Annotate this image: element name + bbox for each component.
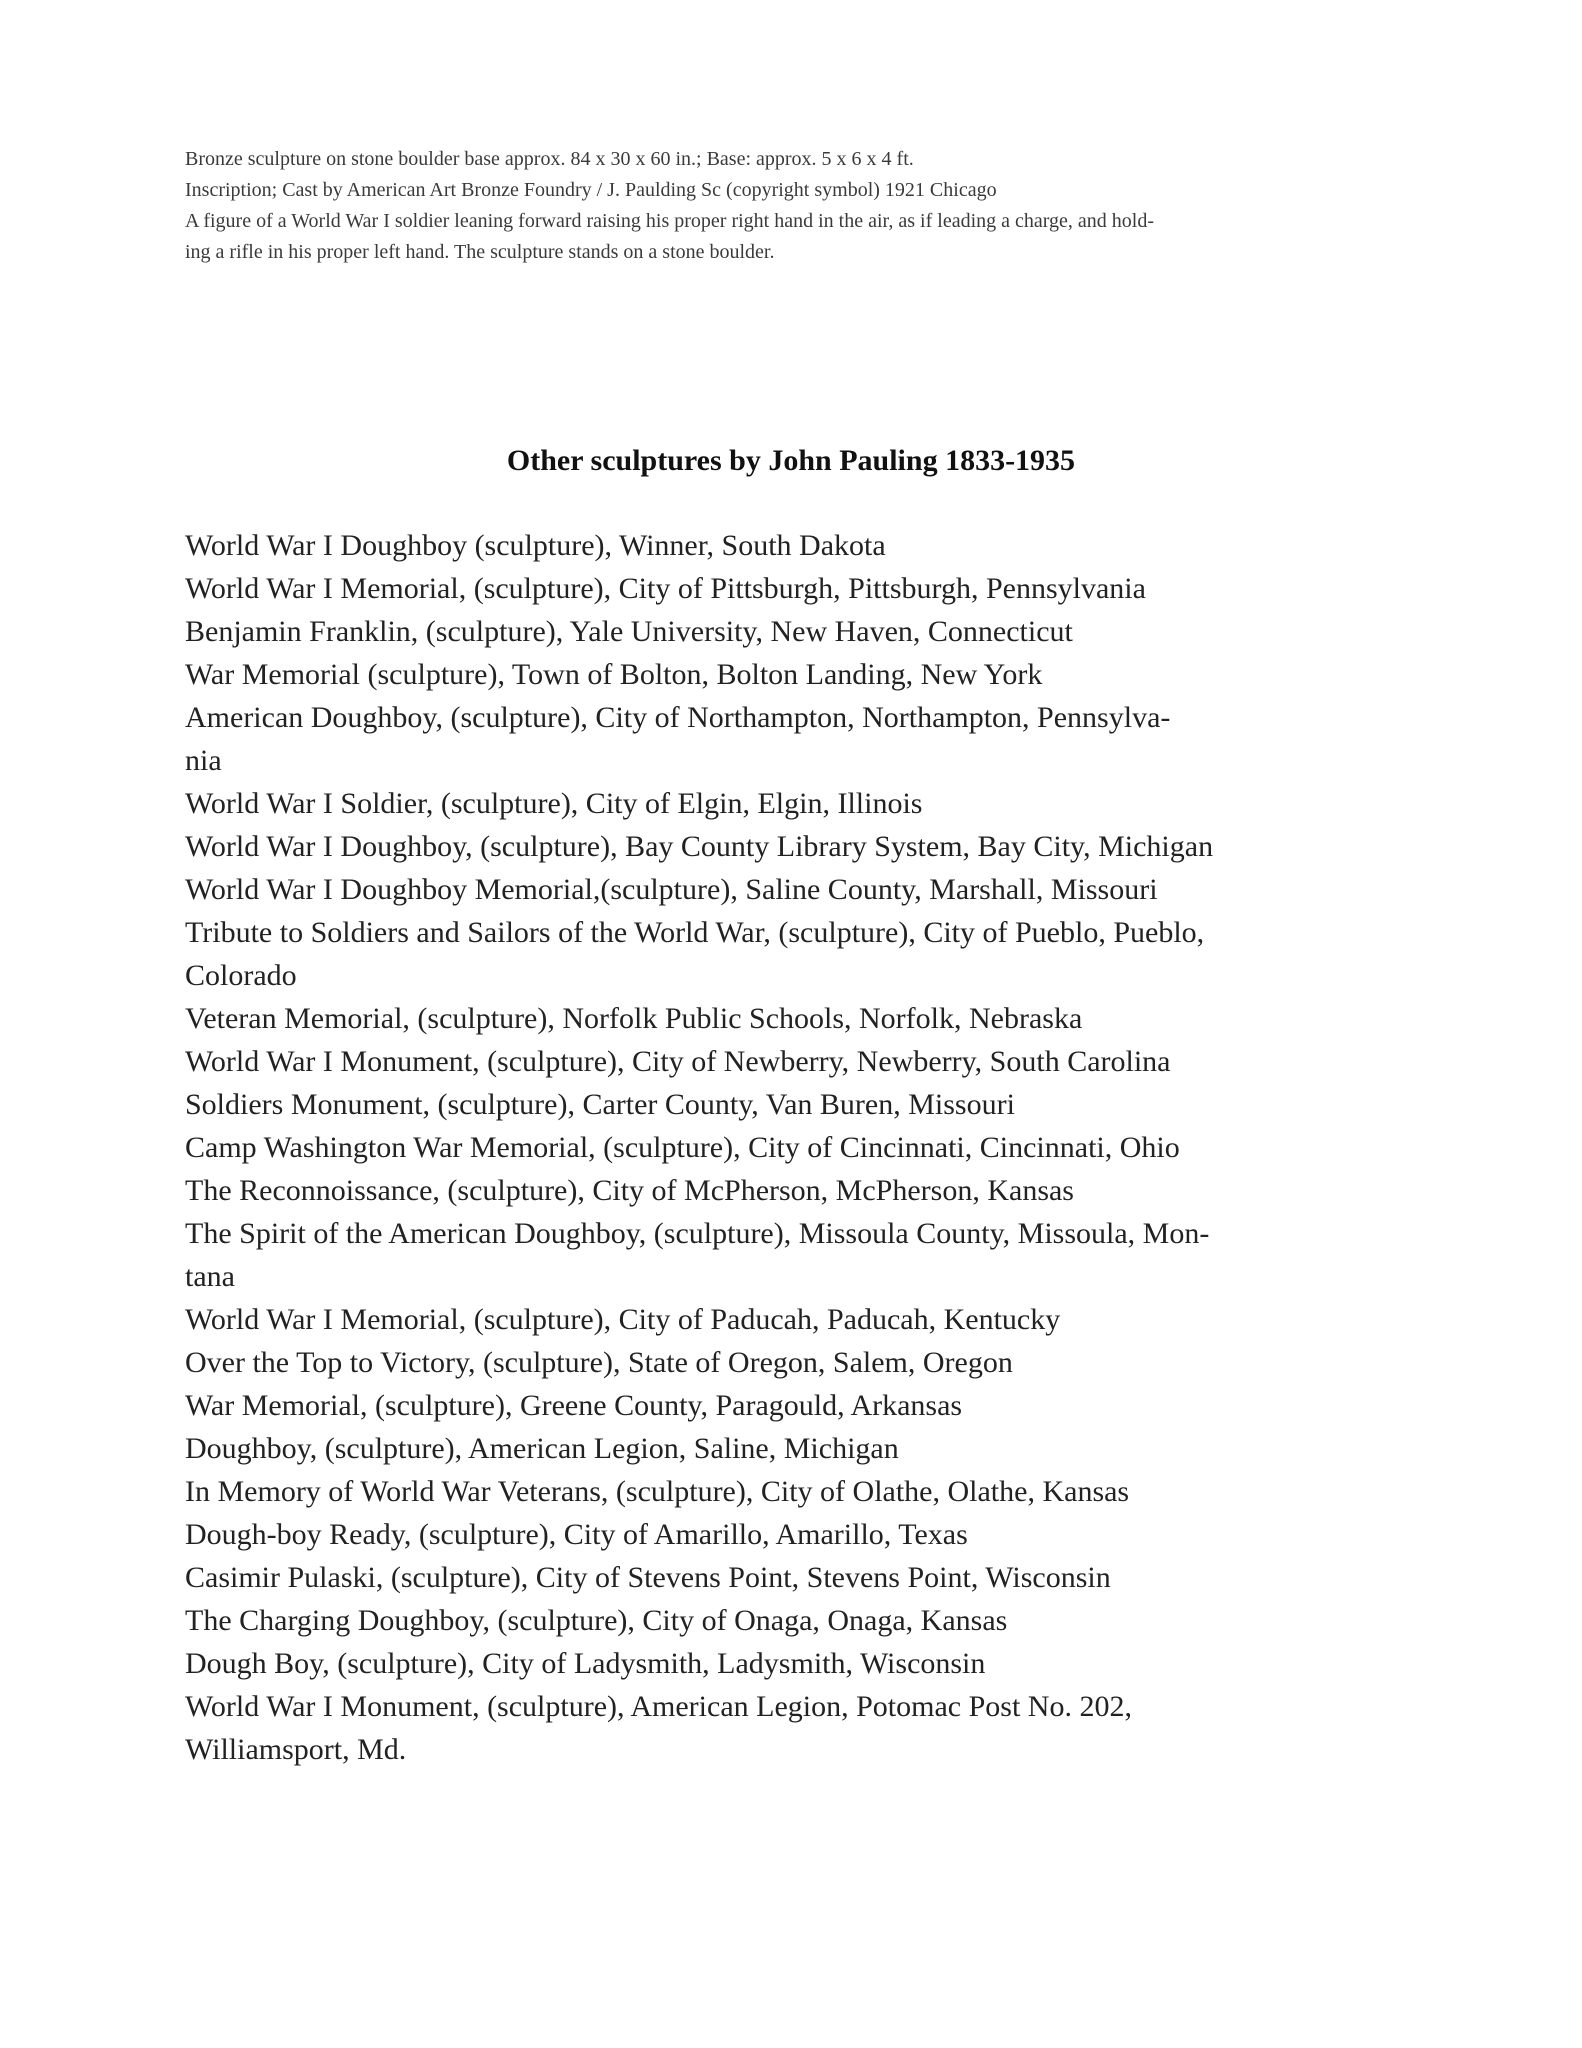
list-item: Dough-boy Ready, (sculpture), City of Amarillo, Amarillo, Texas bbox=[185, 1518, 968, 1551]
list-item: World War I Soldier, (sculpture), City of Elgin, Elgin, Illinois bbox=[185, 787, 923, 820]
list-item: Dough Boy, (sculpture), City of Ladysmith, Ladysmith, Wisconsin bbox=[185, 1647, 986, 1680]
description-line: Bronze sculpture on stone boulder base approx. 84 x 30 x 60 in.; Base: approx. 5 x 6 x 4 ft. bbox=[185, 148, 914, 170]
list-item: World War I Doughboy, (sculpture), Bay County Library System, Bay City, Michigan bbox=[185, 830, 1214, 863]
description-line: ing a rifle in his proper left hand. The sculpture stands on a stone boulder. bbox=[185, 241, 775, 263]
list-item: Over the Top to Victory, (sculpture), State of Oregon, Salem, Oregon bbox=[185, 1346, 1013, 1379]
list-item: World War I Memorial, (sculpture), City of Pittsburgh, Pittsburgh, Pennsylvania bbox=[185, 572, 1146, 605]
list-item: World War I Monument, (sculpture), American Legion, Potomac Post No. 202, bbox=[185, 1690, 1132, 1723]
list-item: Casimir Pulaski, (sculpture), City of Stevens Point, Stevens Point, Wisconsin bbox=[185, 1561, 1111, 1594]
list-item: The Spirit of the American Doughboy, (sculpture), Missoula County, Missoula, Mon- bbox=[185, 1217, 1210, 1250]
list-item: In Memory of World War Veterans, (sculpture), City of Olathe, Olathe, Kansas bbox=[185, 1475, 1130, 1508]
list-item: The Charging Doughboy, (sculpture), City of Onaga, Onaga, Kansas bbox=[185, 1604, 1008, 1637]
list-item: War Memorial, (sculpture), Greene County, Paragould, Arkansas bbox=[185, 1389, 963, 1422]
list-item: Williamsport, Md. bbox=[185, 1733, 407, 1766]
list-item: Tribute to Soldiers and Sailors of the World War, (sculpture), City of Pueblo, Pueblo, bbox=[185, 916, 1205, 949]
list-item: World War I Doughboy (sculpture), Winner, South Dakota bbox=[185, 529, 886, 562]
description-line: Inscription; Cast by American Art Bronze Foundry / J. Paulding Sc (copyright symbol) 1921 Chicago bbox=[185, 179, 997, 201]
list-item: Colorado bbox=[185, 959, 297, 992]
list-item: The Reconnoissance, (sculpture), City of McPherson, McPherson, Kansas bbox=[185, 1174, 1074, 1207]
list-item: tana bbox=[185, 1260, 235, 1293]
list-item: World War I Memorial, (sculpture), City of Paducah, Paducah, Kentucky bbox=[185, 1303, 1061, 1336]
sculpture-list bbox=[185, 524, 1425, 1771]
description-line: A figure of a World War I soldier leaning forward raising his proper right hand in the air, as if leading a charge, and hold- bbox=[185, 210, 1155, 232]
list-item: Doughboy, (sculpture), American Legion, Saline, Michigan bbox=[185, 1432, 899, 1465]
list-item: War Memorial (sculpture), Town of Bolton, Bolton Landing, New York bbox=[185, 658, 1043, 691]
list-item: World War I Monument, (sculpture), City of Newberry, Newberry, South Carolina bbox=[185, 1045, 1171, 1078]
list-item: Camp Washington War Memorial, (sculpture), City of Cincinnati, Cincinnati, Ohio bbox=[185, 1131, 1180, 1164]
list-item: nia bbox=[185, 744, 222, 777]
list-item: Benjamin Franklin, (sculpture), Yale University, New Haven, Connecticut bbox=[185, 615, 1073, 648]
list-item: American Doughboy, (sculpture), City of Northampton, Northampton, Pennsylva- bbox=[185, 701, 1171, 734]
sculpture-description bbox=[185, 144, 1425, 268]
list-item: Veteran Memorial, (sculpture), Norfolk Public Schools, Norfolk, Nebraska bbox=[185, 1002, 1083, 1035]
section-title: Other sculptures by John Pauling 1833-1935 bbox=[506, 444, 1076, 477]
list-item: Soldiers Monument, (sculpture), Carter County, Van Buren, Missouri bbox=[185, 1088, 1015, 1121]
list-item: World War I Doughboy Memorial,(sculpture), Saline County, Marshall, Missouri bbox=[185, 873, 1158, 906]
